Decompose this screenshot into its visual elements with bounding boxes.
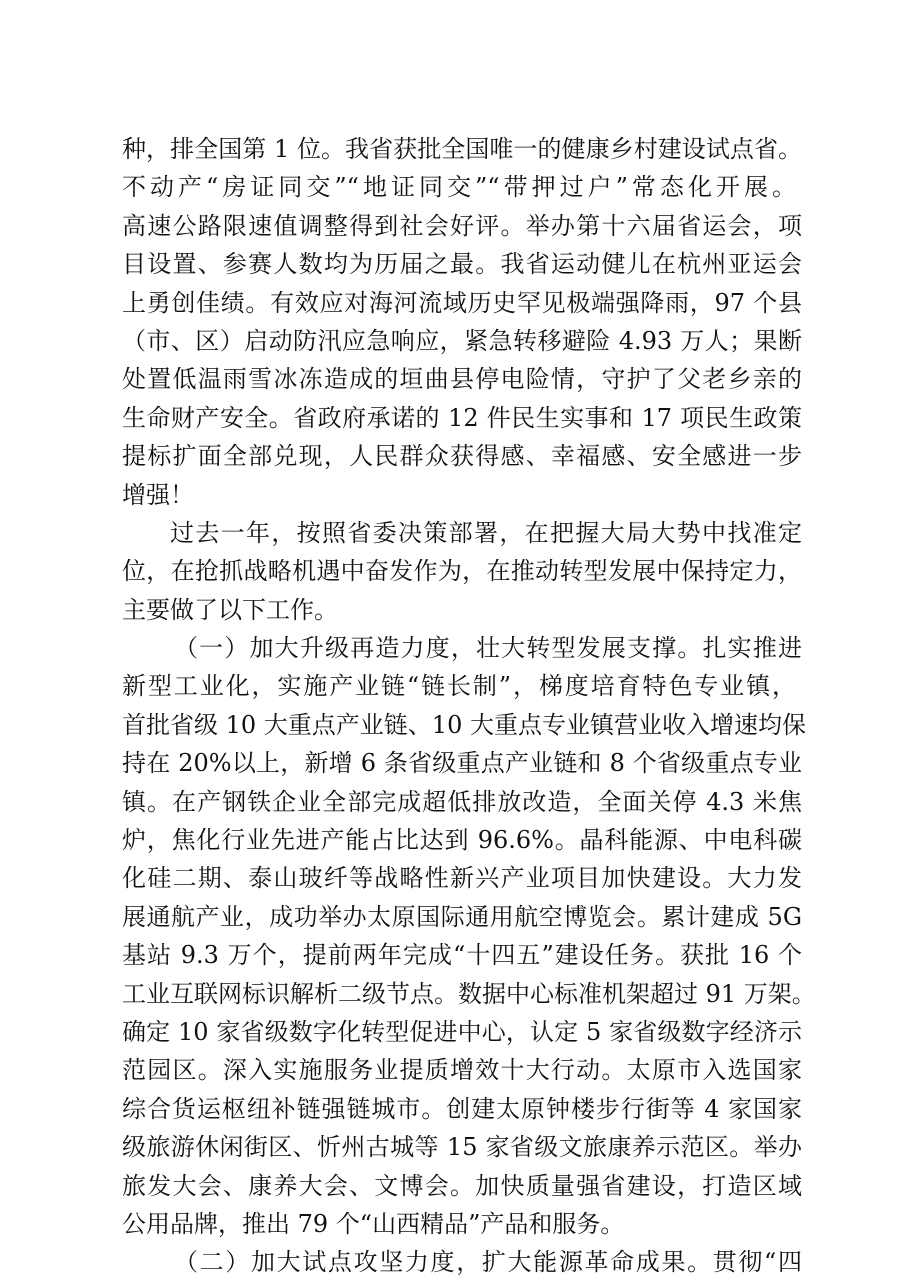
text-line: 化硅二期、泰山玻纤等战略性新兴产业项目加快建设。大力发 bbox=[122, 864, 802, 893]
text-line: （市、区）启动防汛应急响应，紧急转移避险 4.93 万人；果断 bbox=[122, 326, 802, 355]
text-line: 不动产“房证同交”“地证同交”“带押过户”常态化开展。 bbox=[122, 173, 796, 202]
text-line: 高速公路限速值调整得到社会好评。举办第十六届省运会，项 bbox=[122, 211, 802, 240]
text-line: 公用品牌，推出 79 个“山西精品”产品和服务。 bbox=[122, 1209, 625, 1238]
text-line: 生命财产安全。省政府承诺的 12 件民生实事和 17 项民生政策 bbox=[122, 403, 802, 432]
text-line: 首批省级 10 大重点产业链、10 大重点专业镇营业收入增速均保 bbox=[122, 710, 806, 739]
section-heading-line: （一）加大升级再造力度，壮大转型发展支撑。扎实推进 bbox=[174, 634, 802, 663]
text-line: 旅发大会、康养大会、文博会。加快质量强省建设，打造区域 bbox=[122, 1171, 802, 1200]
paragraph-start-line: 过去一年，按照省委决策部署，在把握大局大势中找准定 bbox=[170, 518, 802, 547]
text-line: 新型工业化，实施产业链“链长制”，梯度培育特色专业镇， bbox=[122, 672, 796, 701]
text-line: 种，排全国第 1 位。我省获批全国唯一的健康乡村建设试点省。 bbox=[122, 135, 802, 163]
text-line: 目设置、参赛人数均为历届之最。我省运动健儿在杭州亚运会 bbox=[122, 250, 802, 279]
text-line: 主要做了以下工作。 bbox=[122, 595, 338, 624]
text-line: 增强！ bbox=[122, 480, 194, 509]
text-line: 位，在抢抓战略机遇中奋发作为，在推动转型发展中保持定力， bbox=[122, 557, 802, 586]
text-line: 工业互联网标识解析二级节点。数据中心标准机架超过 91 万架。 bbox=[122, 979, 816, 1008]
text-line: 范园区。深入实施服务业提质增效十大行动。太原市入选国家 bbox=[122, 1056, 802, 1085]
text-line: 展通航产业，成功举办太原国际通用航空博览会。累计建成 5G bbox=[122, 902, 802, 931]
section-heading-line: （二）加大试点攻坚力度，扩大能源革命成果。贯彻“四 bbox=[174, 1248, 802, 1277]
text-line: 提标扩面全部兑现，人民群众获得感、幸福感、安全感进一步 bbox=[122, 442, 802, 471]
text-line: 级旅游休闲街区、忻州古城等 15 家省级文旅康养示范区。举办 bbox=[122, 1133, 802, 1162]
text-line: 基站 9.3 万个，提前两年完成“十四五”建设任务。获批 16 个 bbox=[122, 941, 802, 970]
text-line: 确定 10 家省级数字化转型促进中心，认定 5 家省级数字经济示 bbox=[122, 1017, 802, 1046]
text-line: 炉，焦化行业先进产能占比达到 96.6%。晶科能源、中电科碳 bbox=[122, 826, 802, 855]
text-line: 持在 20%以上，新增 6 条省级重点产业链和 8 个省级重点专业 bbox=[122, 749, 802, 778]
text-line: 综合货运枢纽补链强链城市。创建太原钟楼步行街等 4 家国家 bbox=[122, 1094, 802, 1123]
text-line: 上勇创佳绩。有效应对海河流域历史罕见极端强降雨，97 个县 bbox=[122, 288, 802, 317]
text-line: 处置低温雨雪冰冻造成的垣曲县停电险情，守护了父老乡亲的 bbox=[122, 365, 802, 394]
document-body bbox=[122, 130, 816, 1282]
text-line: 镇。在产钢铁企业全部完成超低排放改造，全面关停 4.3 米焦 bbox=[122, 787, 802, 816]
